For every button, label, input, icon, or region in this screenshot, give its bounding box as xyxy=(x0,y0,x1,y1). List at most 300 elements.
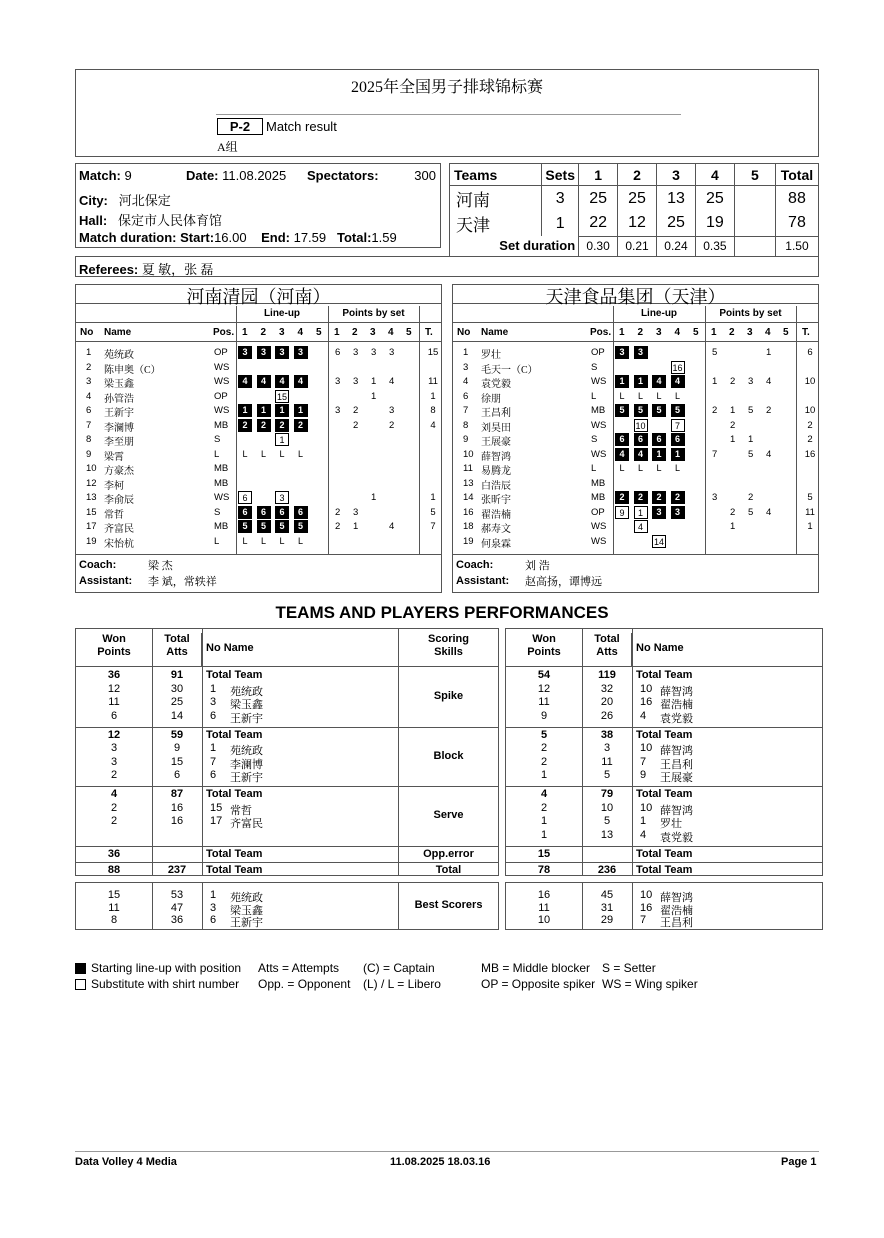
city-row xyxy=(79,190,171,209)
player-row xyxy=(453,520,818,534)
player-set-points: 1 xyxy=(371,492,377,503)
player-set-points: 7 xyxy=(712,448,718,460)
roster-subheader-rule xyxy=(76,322,441,323)
roster-home xyxy=(75,284,442,593)
player-row xyxy=(453,506,818,520)
player-name: 徐朋 xyxy=(481,393,501,405)
perf-row xyxy=(76,769,398,782)
roster-team-name: 河南清园（河南） xyxy=(76,283,441,304)
player-set-points: 3 xyxy=(371,347,377,358)
lineup-start-box: 1 xyxy=(257,404,271,417)
lineup-start-box: 1 xyxy=(671,448,685,461)
set-duration-cell xyxy=(734,236,775,256)
player-row xyxy=(76,506,441,520)
roster-col-lineup-set: 3 xyxy=(279,327,285,338)
perf-opp-error-row xyxy=(506,848,822,863)
roster-col-points-set: 5 xyxy=(783,327,789,338)
player-number: 15 xyxy=(86,506,97,518)
lineup-libero-mark: L xyxy=(297,535,303,546)
lineup-start-box: 2 xyxy=(257,419,271,432)
perf-skill-rule xyxy=(506,846,822,847)
lineup-start-box: 3 xyxy=(671,506,685,519)
player-name: 李至朋 xyxy=(104,437,134,448)
spectators-value: 300 xyxy=(414,168,436,183)
player-set-points: 3 xyxy=(389,347,395,358)
city-label: City: xyxy=(79,193,108,208)
perf-won: 4 xyxy=(540,788,548,800)
page-title: 2025年全国男子排球锦标赛 xyxy=(350,79,543,96)
perf-atts: 31 xyxy=(600,901,614,914)
player-set-points: 2 xyxy=(335,521,341,532)
perf-won: 12 xyxy=(107,728,121,741)
roster-col-lineup-set: 3 xyxy=(656,327,662,338)
player-name: 易腾龙 xyxy=(481,466,511,477)
home-best-scorers-table xyxy=(75,882,399,930)
skill-rule xyxy=(399,727,498,728)
lineup-libero-mark: L xyxy=(279,448,285,459)
lineup-sub-box: 1 xyxy=(275,433,289,446)
player-name: 宋怡杭 xyxy=(104,538,134,550)
player-number: 11 xyxy=(463,463,473,474)
perf-won: 78 xyxy=(537,864,551,876)
lineup-start-box: 3 xyxy=(238,346,252,359)
player-set-points: 3 xyxy=(353,506,359,518)
lineup-start-box: 6 xyxy=(294,506,308,519)
player-position: MB xyxy=(214,419,229,431)
player-position: WS xyxy=(214,492,230,503)
player-name: 李澜博 xyxy=(104,422,134,434)
perf-won: 2 xyxy=(540,755,548,768)
lineup-start-box: 2 xyxy=(294,419,308,432)
score-cell: 25 xyxy=(579,186,618,212)
perf-total-team: Total Team xyxy=(206,728,263,741)
player-number: 9 xyxy=(86,448,92,460)
perf-won: 1 xyxy=(540,815,548,827)
end-label: End: xyxy=(261,230,290,245)
player-position: S xyxy=(591,361,598,373)
lineup-start-box: 6 xyxy=(652,433,666,446)
player-row xyxy=(76,419,441,433)
skill-label-spike: Spike xyxy=(433,690,464,702)
hall-row xyxy=(79,210,222,229)
perf-total-team: Total Team xyxy=(636,669,693,681)
roster-col-lineup-set: 1 xyxy=(619,327,625,338)
duration-row xyxy=(79,230,397,245)
player-total-points: 15 xyxy=(427,347,439,358)
player-set-points: 3 xyxy=(712,492,718,503)
roster-col-points-set: 4 xyxy=(765,327,771,338)
perf-won: 2 xyxy=(540,801,548,814)
player-position: S xyxy=(214,506,221,518)
skill-rule xyxy=(399,786,498,787)
perf-won: 4 xyxy=(110,788,118,800)
perf-atts: 5 xyxy=(603,815,611,827)
legend-item: Opp. = Opponent xyxy=(258,977,351,991)
perf-player-name: 罗壮 xyxy=(660,818,682,830)
player-name: 李俞辰 xyxy=(104,495,134,506)
perf-atts: 5 xyxy=(603,769,611,781)
perf-shirt: 9 xyxy=(640,769,647,781)
lineup-libero-mark: L xyxy=(297,448,303,459)
player-row xyxy=(76,448,441,462)
roster-col-lineup-set: 4 xyxy=(297,327,304,338)
perf-row xyxy=(76,696,398,709)
header-box xyxy=(75,69,819,157)
player-row xyxy=(76,535,441,549)
set-duration-label: Set duration xyxy=(450,236,579,256)
score-header-cell: 3 xyxy=(657,164,696,186)
perf-atts: 15 xyxy=(170,755,184,768)
col-won-points: Won Points xyxy=(527,633,561,658)
player-position: S xyxy=(591,434,598,445)
player-set-points: 4 xyxy=(766,448,772,460)
perf-atts: 11 xyxy=(601,755,613,768)
perf-won: 12 xyxy=(107,682,121,695)
lineup-start-box: 1 xyxy=(652,448,666,461)
player-row xyxy=(453,390,818,404)
player-name: 方豪杰 xyxy=(104,466,134,477)
legend-item: WS = Wing spiker xyxy=(602,977,698,991)
group-label: A组 xyxy=(217,140,238,154)
player-set-points: 2 xyxy=(335,506,341,518)
perf-shirt: 10 xyxy=(640,742,653,754)
player-number: 7 xyxy=(463,405,469,416)
best-scorer-row xyxy=(506,901,822,917)
perf-won: 54 xyxy=(537,669,551,681)
perf-shirt: 3 xyxy=(210,901,217,914)
perf-row xyxy=(76,756,398,769)
player-number: 19 xyxy=(463,535,474,547)
perf-player-name: 翟浩楠 xyxy=(660,904,693,917)
player-name: 郝寿文 xyxy=(481,524,511,535)
player-total-points: 1 xyxy=(430,390,436,402)
player-row xyxy=(76,520,441,534)
player-number: 8 xyxy=(86,434,92,445)
player-set-points: 2 xyxy=(353,419,359,431)
lineup-start-box: 3 xyxy=(257,346,271,359)
set-duration-cell: 0.35 xyxy=(695,236,734,256)
player-total-points: 10 xyxy=(804,405,816,416)
perf-shirt: 15 xyxy=(210,801,223,814)
player-number: 9 xyxy=(463,434,469,445)
player-set-points: 3 xyxy=(353,376,359,387)
match-info-box xyxy=(75,163,441,248)
home-performance-table xyxy=(75,628,399,876)
perf-total-team: Total Team xyxy=(636,728,693,741)
col-no-name: No Name xyxy=(206,642,254,654)
assistant-label: Assistant: xyxy=(456,575,510,587)
player-set-points: 5 xyxy=(748,448,754,460)
perf-total-rule xyxy=(76,862,398,863)
player-number: 17 xyxy=(86,521,97,532)
lineup-start-box: 4 xyxy=(238,375,252,388)
lineup-libero-mark: L xyxy=(656,390,662,401)
player-number: 4 xyxy=(463,376,469,387)
player-name: 梁玉鑫 xyxy=(104,379,134,390)
player-set-points: 1 xyxy=(353,521,359,532)
legend-item: (C) = Captain xyxy=(363,961,435,975)
score-cell: 22 xyxy=(579,211,618,236)
set-duration-cell: 1.50 xyxy=(775,236,818,256)
perf-row xyxy=(76,669,398,682)
match-no: 9 xyxy=(124,168,132,183)
roster-subheader-rule xyxy=(453,322,818,323)
roster-col-no: No xyxy=(80,327,94,338)
perf-player-name: 薛智鸿 xyxy=(660,745,693,757)
perf-row xyxy=(76,729,398,742)
score-header-cell: 5 xyxy=(734,164,775,186)
lineup-sub-box: 10 xyxy=(635,420,646,431)
roster-col-total: T. xyxy=(425,327,433,338)
perf-won: 3 xyxy=(110,755,118,768)
player-set-points: 2 xyxy=(766,405,772,416)
perf-player-name: 王昌利 xyxy=(660,917,693,929)
roster-col-name: Name xyxy=(481,327,509,338)
player-set-points: 1 xyxy=(730,521,736,532)
perf-player-name: 薛智鸿 xyxy=(660,685,693,698)
perf-atts: 16 xyxy=(170,815,184,827)
perf-shirt: 16 xyxy=(640,696,653,708)
player-total-points: 10 xyxy=(804,376,816,387)
skill-label-block: Block xyxy=(433,749,464,762)
player-row xyxy=(76,491,441,505)
perf-total-team: Total Team xyxy=(636,847,693,860)
lineup-sub-box: 15 xyxy=(276,391,287,402)
perf-player-name: 苑统政 xyxy=(230,685,263,698)
lineup-libero-mark: L xyxy=(637,390,643,401)
player-number: 16 xyxy=(463,506,474,518)
perf-player-name: 王新宇 xyxy=(230,917,263,929)
roster-col-lineup-set: 5 xyxy=(693,327,699,338)
score-header-cell: 2 xyxy=(618,164,657,186)
player-number: 1 xyxy=(463,347,469,358)
player-set-points: 2 xyxy=(730,419,736,431)
skills-header-rule xyxy=(399,666,498,667)
player-set-points: 1 xyxy=(371,376,377,387)
player-set-points: 3 xyxy=(748,376,754,387)
lineup-libero-mark: L xyxy=(674,463,680,473)
roster-points-header: Points by set xyxy=(719,308,782,319)
perf-atts: 25 xyxy=(170,696,184,708)
hall-label: Hall: xyxy=(79,213,108,228)
roster-col-points-set: 3 xyxy=(747,327,753,338)
roster-col-points-set: 1 xyxy=(334,327,340,338)
player-total-points: 6 xyxy=(807,347,813,358)
player-position: MB xyxy=(591,405,606,416)
player-set-points: 4 xyxy=(389,521,395,532)
perf-atts: 236 xyxy=(597,864,617,876)
player-name: 袁党毅 xyxy=(481,379,511,390)
player-row xyxy=(453,433,818,447)
player-set-points: 6 xyxy=(335,347,341,358)
perf-player-name: 常哲 xyxy=(230,804,252,817)
player-row xyxy=(76,477,441,491)
perf-total-team: Total Team xyxy=(206,847,263,860)
skill-label-opp-error: Opp.error xyxy=(423,847,474,860)
legend-item: Substitute with shirt number xyxy=(91,977,240,991)
lineup-libero-mark: L xyxy=(637,463,643,473)
player-position: WS xyxy=(591,521,607,532)
legend-item: Starting line-up with position xyxy=(91,961,242,975)
perf-player-name: 袁党毅 xyxy=(660,712,693,725)
best-scorer-row xyxy=(506,889,822,904)
perf-row xyxy=(506,802,822,815)
perf-row xyxy=(506,756,822,769)
perf-total-rule xyxy=(506,862,822,863)
player-set-points: 2 xyxy=(389,419,395,431)
player-name: 何泉霖 xyxy=(481,538,511,550)
player-position: OP xyxy=(214,347,228,358)
perf-atts: 119 xyxy=(598,669,616,681)
score-cell xyxy=(734,186,775,212)
footer-center: 11.08.2025 18.03.16 xyxy=(390,1156,491,1168)
player-total-points: 8 xyxy=(430,405,436,416)
lineup-sub-box: 6 xyxy=(238,491,252,504)
assistant-label: Assistant: xyxy=(79,575,133,587)
perf-row xyxy=(76,683,398,696)
roster-col-lineup-set: 4 xyxy=(674,327,681,338)
perf-shirt: 6 xyxy=(210,914,217,926)
player-name: 刘昊田 xyxy=(481,422,511,434)
player-name: 李柯 xyxy=(104,480,124,492)
scoring-skills-header: Scoring Skills xyxy=(428,633,469,658)
perf-won: 2 xyxy=(110,801,118,814)
player-total-points: 4 xyxy=(430,419,436,431)
player-set-points: 1 xyxy=(712,376,718,387)
player-name: 薛智鸿 xyxy=(481,451,511,463)
performance-title: TEAMS AND PLAYERS PERFORMANCES xyxy=(275,603,609,622)
lineup-start-box: 6 xyxy=(615,433,629,446)
player-number: 14 xyxy=(463,492,474,503)
lineup-start-box: 4 xyxy=(652,375,666,388)
player-set-points: 2 xyxy=(748,492,754,503)
perf-atts: 30 xyxy=(170,682,184,695)
perf-shirt: 10 xyxy=(640,682,653,695)
perf-row xyxy=(506,729,822,742)
player-position: OP xyxy=(591,506,605,518)
perf-won: 10 xyxy=(537,914,551,926)
perf-player-name: 袁党毅 xyxy=(660,831,693,844)
player-number: 3 xyxy=(463,361,469,373)
footer-left: Data Volley 4 Media xyxy=(75,1156,177,1168)
player-total-points: 11 xyxy=(805,506,815,518)
roster-col-pos: Pos. xyxy=(213,327,235,338)
perf-atts: 36 xyxy=(170,914,184,926)
lineup-start-box: 4 xyxy=(615,448,629,461)
perf-skill-rule xyxy=(76,727,398,728)
lineup-start-box: 1 xyxy=(615,375,629,388)
player-set-points: 2 xyxy=(730,376,736,387)
perf-atts: 87 xyxy=(170,788,184,800)
player-position: WS xyxy=(591,535,607,547)
score-header-cell: Teams xyxy=(450,164,542,186)
assistant-names: 李 斌，常轶祥 xyxy=(148,576,217,588)
coach-label: Coach: xyxy=(456,559,494,571)
lineup-start-box: 5 xyxy=(294,520,308,533)
best-scorer-row xyxy=(506,914,822,929)
best-scorer-row xyxy=(76,901,398,917)
score-cell: 25 xyxy=(695,186,734,212)
player-row xyxy=(453,448,818,462)
perf-shirt: 1 xyxy=(210,742,217,754)
player-position: MB xyxy=(214,463,229,474)
lineup-start-box: 2 xyxy=(615,491,629,504)
lineup-libero-mark: L xyxy=(279,535,285,546)
roster-away xyxy=(452,284,819,593)
lineup-sub-box: 1 xyxy=(634,506,648,519)
lineup-start-box: 4 xyxy=(294,375,308,388)
player-row xyxy=(453,535,818,549)
coach-name: 刘 浩 xyxy=(525,560,550,572)
player-set-points: 1 xyxy=(730,434,736,445)
perf-header-rule xyxy=(506,666,822,667)
roster-col-total: T. xyxy=(802,327,810,338)
best-scorer-row xyxy=(76,889,398,904)
lineup-libero-mark: L xyxy=(656,463,662,473)
player-set-points: 1 xyxy=(730,405,736,416)
player-total-points: 5 xyxy=(430,506,436,518)
perf-header-rule xyxy=(76,666,398,667)
player-number: 10 xyxy=(86,463,97,474)
score-cell: 78 xyxy=(775,211,818,236)
perf-atts: 38 xyxy=(600,728,614,741)
perf-won: 1 xyxy=(540,769,548,781)
player-set-points: 3 xyxy=(335,405,341,416)
roster-col-lineup-set: 2 xyxy=(637,327,644,338)
hall-value: 保定市人民体育馆 xyxy=(118,213,223,228)
player-set-points: 1 xyxy=(766,347,772,358)
referees-names: 夏 敏，张 磊 xyxy=(141,262,214,277)
perf-won: 36 xyxy=(107,847,121,860)
start-label: Start: xyxy=(180,230,215,245)
player-total-points: 16 xyxy=(804,448,816,460)
perf-shirt: 7 xyxy=(210,755,217,768)
footer-rule xyxy=(75,1151,819,1152)
player-row xyxy=(453,419,818,433)
lineup-sub-box: 4 xyxy=(634,520,648,533)
lineup-start-box: 5 xyxy=(671,404,685,417)
player-number: 4 xyxy=(86,390,92,402)
score-header-row xyxy=(450,164,819,186)
date-value: 11.08.2025 xyxy=(222,168,287,183)
roster-col-points-set: 3 xyxy=(370,327,376,338)
perf-row xyxy=(506,696,822,709)
coach-label: Coach: xyxy=(79,559,117,571)
col-total-atts: Total Atts xyxy=(152,633,202,667)
player-position: WS xyxy=(591,376,607,387)
lineup-sub-box: 16 xyxy=(672,362,683,373)
lineup-start-box: 3 xyxy=(294,346,308,359)
lineup-start-box: 6 xyxy=(257,506,271,519)
perf-row xyxy=(506,669,822,682)
player-set-points: 4 xyxy=(766,376,772,387)
total-value: 1.59 xyxy=(371,230,397,245)
player-name: 翟浩楠 xyxy=(481,509,511,521)
perf-shirt: 1 xyxy=(210,889,217,901)
roster-col-points-set: 1 xyxy=(711,327,717,338)
player-row xyxy=(76,361,441,375)
lineup-start-box: 2 xyxy=(238,419,252,432)
perf-skill-rule xyxy=(506,786,822,787)
lineup-start-box: 6 xyxy=(238,506,252,519)
perf-total-team: Total Team xyxy=(636,864,693,876)
perf-row xyxy=(76,802,398,815)
score-team-name: 天津 xyxy=(450,211,542,236)
col-won-points: Won Points xyxy=(97,633,131,658)
lineup-start-box: 4 xyxy=(275,375,289,388)
perf-row xyxy=(76,742,398,755)
roster-col-points-set: 2 xyxy=(352,327,358,338)
